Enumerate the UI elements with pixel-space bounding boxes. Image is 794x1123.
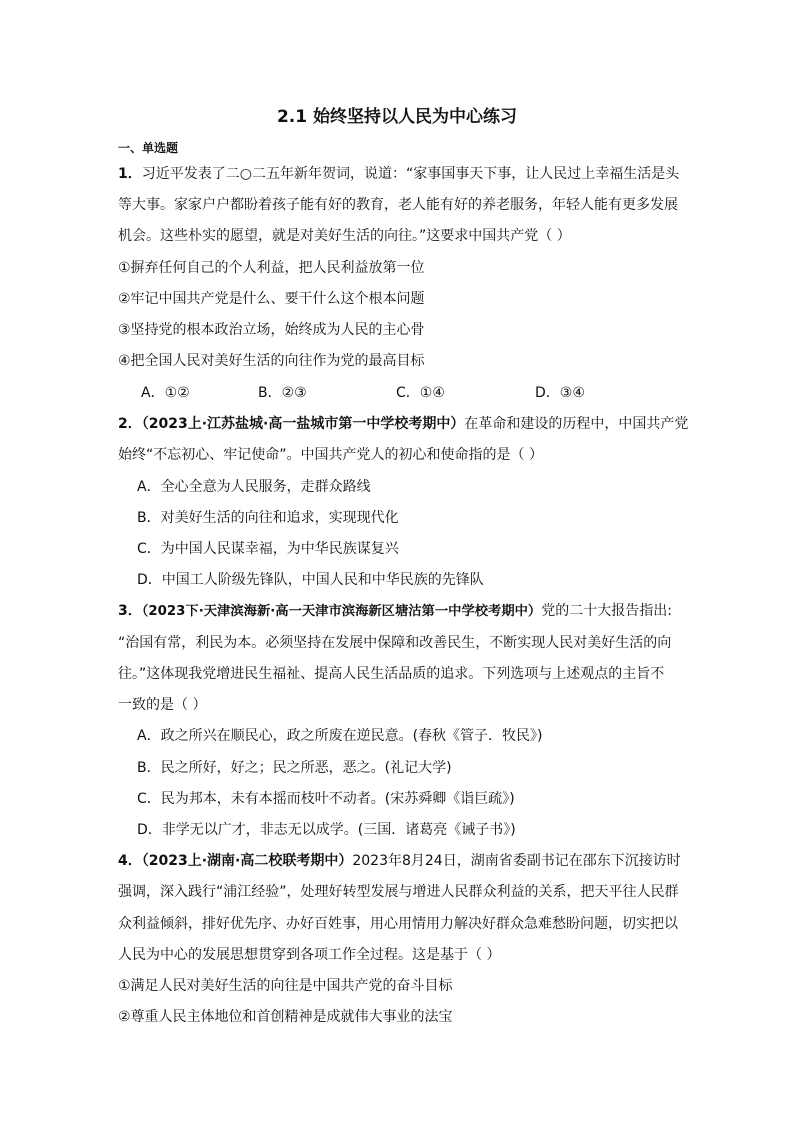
option-letter: B．	[137, 760, 161, 776]
q2-number: 2．	[118, 416, 142, 432]
q1-statement-3: ③坚持党的根本政治立场，始终成为人民的主心骨	[118, 322, 425, 338]
q3-stem-3: 往。”这体现我党增进民生福祉、提高人民生活品质的追求。下列选项与上述观点的主旨不	[118, 666, 665, 682]
q3-stem-2: “治国有常，利民为本。必须坚持在发展中保障和改善民生，不断实现人民对美好生活的向	[118, 635, 672, 651]
q4-stem-2: 强调，深入践行“浦江经验”，处理好转型发展与增进人民群众利益的关系，把天平往人民群	[118, 884, 679, 900]
q4-stem-1: 2023年8月24日，湖南省委副书记在邵东下沉接访时	[352, 853, 681, 869]
option-letter: C．	[137, 541, 161, 557]
q1-statement-2: ②牢记中国共产党是什么、要干什么这个根本问题	[118, 291, 425, 307]
q1-number: 1．	[118, 166, 142, 182]
q4-source: （2023上·湖南·高二校联考期中）	[141, 853, 353, 869]
option-text: 民之所好，好之；民之所恶，恶之。(礼记大学)	[160, 760, 452, 776]
option-letter: D．	[535, 385, 560, 401]
q3-option-d[interactable]	[137, 820, 516, 840]
q3-number: 3．	[118, 603, 142, 619]
page-title: 2.1 始终坚持以人民为中心练习	[276, 107, 518, 127]
option-letter: A．	[137, 728, 161, 744]
q4-statement-2: ②尊重人民主体地位和首创精神是成就伟大事业的法宝	[118, 1009, 453, 1025]
q1-statement-4: ④把全国人民对美好生活的向往作为党的最高目标	[118, 353, 425, 369]
q1-stem-1: 习近平发表了二○二五年新年贺词，说道：“家事国事天下事，让人民过上幸福生活是头	[141, 166, 680, 182]
q2-source: （2023上·江苏盐城·高一盐城市第一中学校考期中）	[141, 416, 465, 432]
q1-option-d[interactable]	[535, 383, 585, 403]
option-text: 中国工人阶级先锋队，中国人民和中华民族的先锋队	[161, 572, 484, 588]
q2-line-1	[118, 414, 688, 434]
option-text: ①④	[419, 385, 445, 401]
option-letter: D．	[137, 572, 162, 588]
q4-line-1	[118, 851, 681, 871]
option-text: 全心全意为人民服务，走群众路线	[160, 479, 371, 495]
option-letter: D．	[137, 822, 162, 838]
option-text: ③④	[559, 385, 585, 401]
q3-line-1	[118, 601, 672, 622]
q2-option-c[interactable]	[137, 539, 399, 559]
q1-option-b[interactable]	[258, 383, 307, 403]
q3-source: （2023下·天津滨海新·高一天津市滨海新区塘沽第一中学校考期中）	[141, 604, 542, 619]
option-text: 政之所兴在顺民心，政之所废在逆民意。(春秋《管子．牧民》)	[160, 728, 543, 744]
q2-option-d[interactable]	[137, 570, 484, 590]
q4-statement-1: ①满足人民对美好生活的向往是中国共产党的奋斗目标	[118, 978, 453, 994]
q2-option-a[interactable]	[137, 477, 371, 497]
option-text: 为中国人民谋幸福，为中华民族谋复兴	[160, 541, 399, 557]
q2-option-b[interactable]	[137, 508, 399, 528]
q4-stem-4: 人民为中心的发展思想贯穿到各项工作全过程。这是基于（ ）	[118, 947, 501, 963]
q1-line-1	[118, 164, 679, 184]
option-letter: B．	[137, 510, 161, 526]
option-letter: A．	[137, 479, 161, 495]
option-letter: C．	[396, 385, 420, 401]
section-heading: 一、单选题	[118, 141, 179, 155]
option-text: 对美好生活的向往和追求，实现现代化	[160, 510, 399, 526]
q2-stem-2: 始终“不忘初心、牢记使命”。中国共产党人的初心和使命指的是（ ）	[118, 447, 543, 463]
q1-option-a[interactable]	[141, 383, 190, 403]
q3-stem-4: 一致的是（ ）	[118, 697, 207, 713]
q3-option-a[interactable]	[137, 726, 543, 746]
option-letter: A．	[141, 385, 165, 401]
option-text: ②③	[281, 385, 307, 401]
q3-option-b[interactable]	[137, 758, 452, 778]
q1-options	[141, 383, 621, 403]
q1-statement-1: ①摒弃任何自己的个人利益，把人民利益放第一位	[118, 260, 425, 276]
q3-stem-1: 党的二十大报告指出:	[541, 603, 672, 619]
q3-option-c[interactable]	[137, 789, 515, 809]
q4-stem-3: 众利益倾斜，排好优先序、办好百姓事，用心用情用力解决好群众急难愁盼问题，切实把以	[118, 916, 678, 932]
q1-option-c[interactable]	[396, 383, 445, 403]
option-text: 非学无以广才，非志无以成学。(三国．诸葛亮《诫子书》)	[161, 822, 516, 838]
q1-stem-2: 等大事。家家户户都盼着孩子能有好的教育，老人能有好的养老服务，年轻人能有更多发展	[118, 197, 678, 213]
q2-stem-1: 在革命和建设的历程中，中国共产党	[464, 416, 689, 432]
q1-stem-3: 机会。这些朴实的愿望，就是对美好生活的向往。”这要求中国共产党（ ）	[118, 228, 571, 244]
option-text: ①②	[164, 385, 190, 401]
option-letter: B．	[258, 385, 282, 401]
option-letter: C．	[137, 791, 161, 807]
q4-number: 4．	[118, 853, 142, 869]
option-text: 民为邦本，未有本摇而枝叶不动者。(宋苏舜卿《诣巨疏》)	[160, 791, 515, 807]
